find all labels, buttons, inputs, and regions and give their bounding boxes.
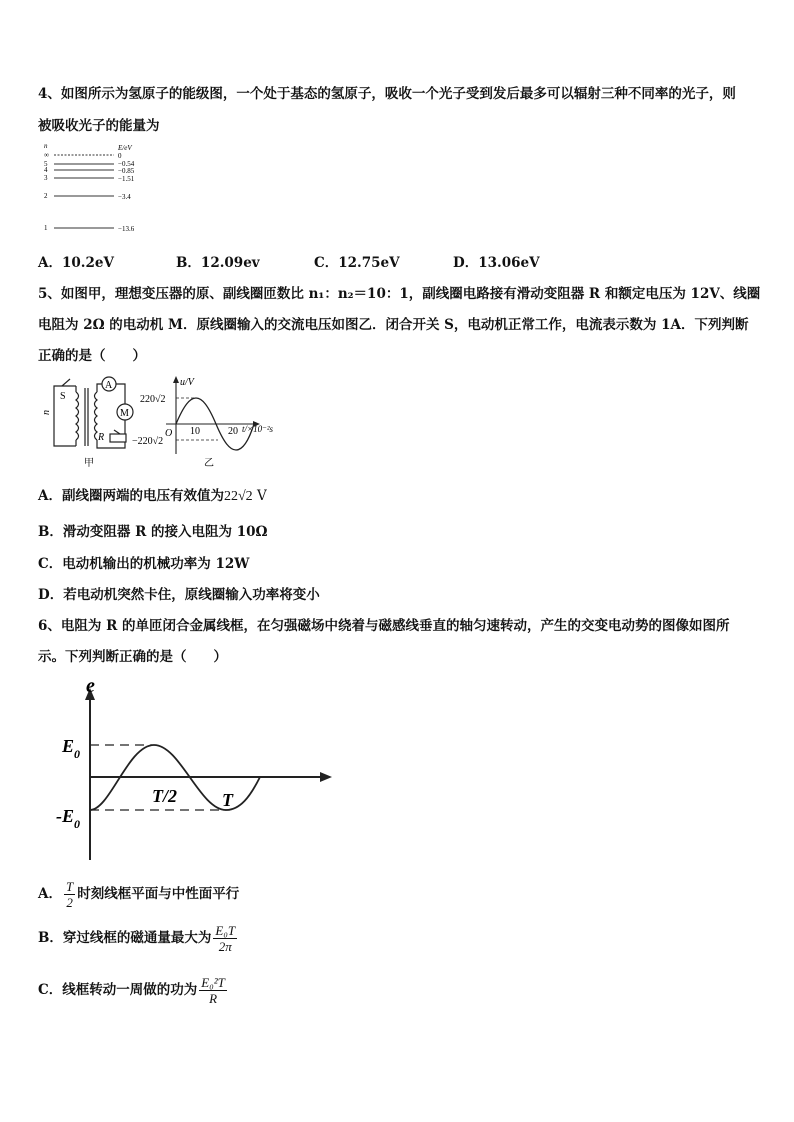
neg-e0-label: $-E_0$ (56, 806, 80, 831)
t-full-label: T (222, 790, 233, 810)
energy-header: E/eV (118, 144, 132, 152)
graph-caption: 乙 (204, 458, 214, 469)
rheostat-label: R (98, 432, 105, 443)
q6-stem-line1: 6、电阻为 R 的单匝闭合金属线框，在匀强磁场中绕着与磁感线垂直的轴匀速转动，产生的交变电动势的图像如图所 (38, 618, 730, 634)
q5-stem-line3: 正确的是（ ） (38, 348, 146, 364)
secondary-coil (95, 392, 98, 440)
q6-option-c: C．线框转动一周做的功为 $\frac{\text{E₀²T}}{R}$ (38, 975, 225, 1006)
q5-option-d: D．若电动机突然卡住，原线圈输入功率将变小 (38, 587, 320, 603)
level-e-5: −0.54 (118, 160, 135, 168)
level-e-4: −0.85 (118, 167, 135, 175)
level-e-inf: 0 (118, 152, 122, 160)
q5-option-c: C．电动机输出的机械功率为 12W (38, 556, 250, 572)
voltage-time-graph (132, 374, 292, 470)
t10-label: 10 (190, 426, 200, 437)
u-max-label: 220√2 (140, 394, 166, 405)
t-half-label: T/2 (152, 786, 177, 806)
e-axis-label: e (86, 675, 95, 697)
e0-label: $E_0$ (62, 736, 81, 761)
u-axis-label: u/V (180, 377, 194, 388)
rms-voltage-value: 22√2 (223, 489, 253, 504)
q4-option-d: D．13.06eV (453, 255, 540, 271)
level-e-3: −1.51 (118, 175, 135, 183)
level-e-1: −13.6 (118, 225, 135, 233)
level-e-2: −3.4 (118, 193, 131, 201)
energy-level-diagram (40, 140, 150, 236)
q6-option-b: B．穿过线框的磁通量最大为 $\frac{\text{E₀T}}{2\pi}$ (38, 923, 236, 954)
q6-stem-line2: 示。下列判断正确的是（ ） (38, 649, 227, 665)
level-n-1: 1 (44, 224, 48, 232)
q5-stem-line1: 5、如图甲，理想变压器的原、副线圈匝数比 n₁：n₂＝10：1，副线圈电路接有滑动变阻器 R 和额定电压为 12V、线圈 (38, 286, 761, 302)
q5-stem-line2: 电阻为 2Ω 的电动机 M．原线圈输入的交流电压如图乙．闭合开关 S，电动机正常工作，电流表示数为 1A．下列判断 (38, 317, 749, 333)
t-axis-label: t/×10⁻²s (242, 424, 274, 434)
source-label: u (41, 410, 52, 415)
primary-coil (76, 392, 79, 440)
q5-option-b: B．滑动变阻器 R 的接入电阻为 10Ω (38, 524, 268, 540)
n-header: n (44, 142, 48, 150)
max-flux-fraction: $\frac{\text{E₀T}}{2\pi}$ (215, 923, 236, 954)
q4-option-a: A．10.2eV (38, 255, 114, 271)
circuit-caption: 甲 (84, 458, 94, 469)
switch-label: S (60, 391, 66, 402)
work-fraction: $\frac{\text{E₀²T}}{R}$ (201, 975, 225, 1006)
ammeter-label: A (105, 380, 113, 391)
level-n-3: 3 (44, 174, 48, 182)
level-n-4: 4 (44, 166, 48, 174)
q4-option-c: C．12.75eV (314, 255, 400, 271)
emf-time-graph (50, 672, 340, 866)
origin-label: O (165, 428, 173, 439)
level-n-2: 2 (44, 192, 48, 200)
motor-label: M (120, 408, 129, 419)
level-n-inf: ∞ (44, 151, 49, 159)
t-over-2-fraction: $\frac{T}{2}$ (65, 879, 74, 910)
switch-s (62, 379, 70, 386)
rheostat-symbol (110, 434, 126, 442)
q5-option-a: A．副线圈两端的电压有效值为22√2 V (38, 488, 267, 504)
q4-stem-line1: 4、如图所示为氢原子的能级图，一个处于基态的氢原子，吸收一个光子受到发后最多可以辐射三种不同率的光子，则 (38, 86, 736, 102)
q4-stem-line2: 被吸收光子的能量为 (38, 118, 160, 134)
u-min-label: −220√2 (132, 436, 164, 447)
q6-option-a: A． $\frac{T}{2}$ 时刻线框平面与中性面平行 (38, 879, 240, 910)
t20-label: 20 (228, 426, 238, 437)
level-n-5: 5 (44, 160, 48, 168)
q4-option-b: B．12.09ev (176, 255, 260, 271)
